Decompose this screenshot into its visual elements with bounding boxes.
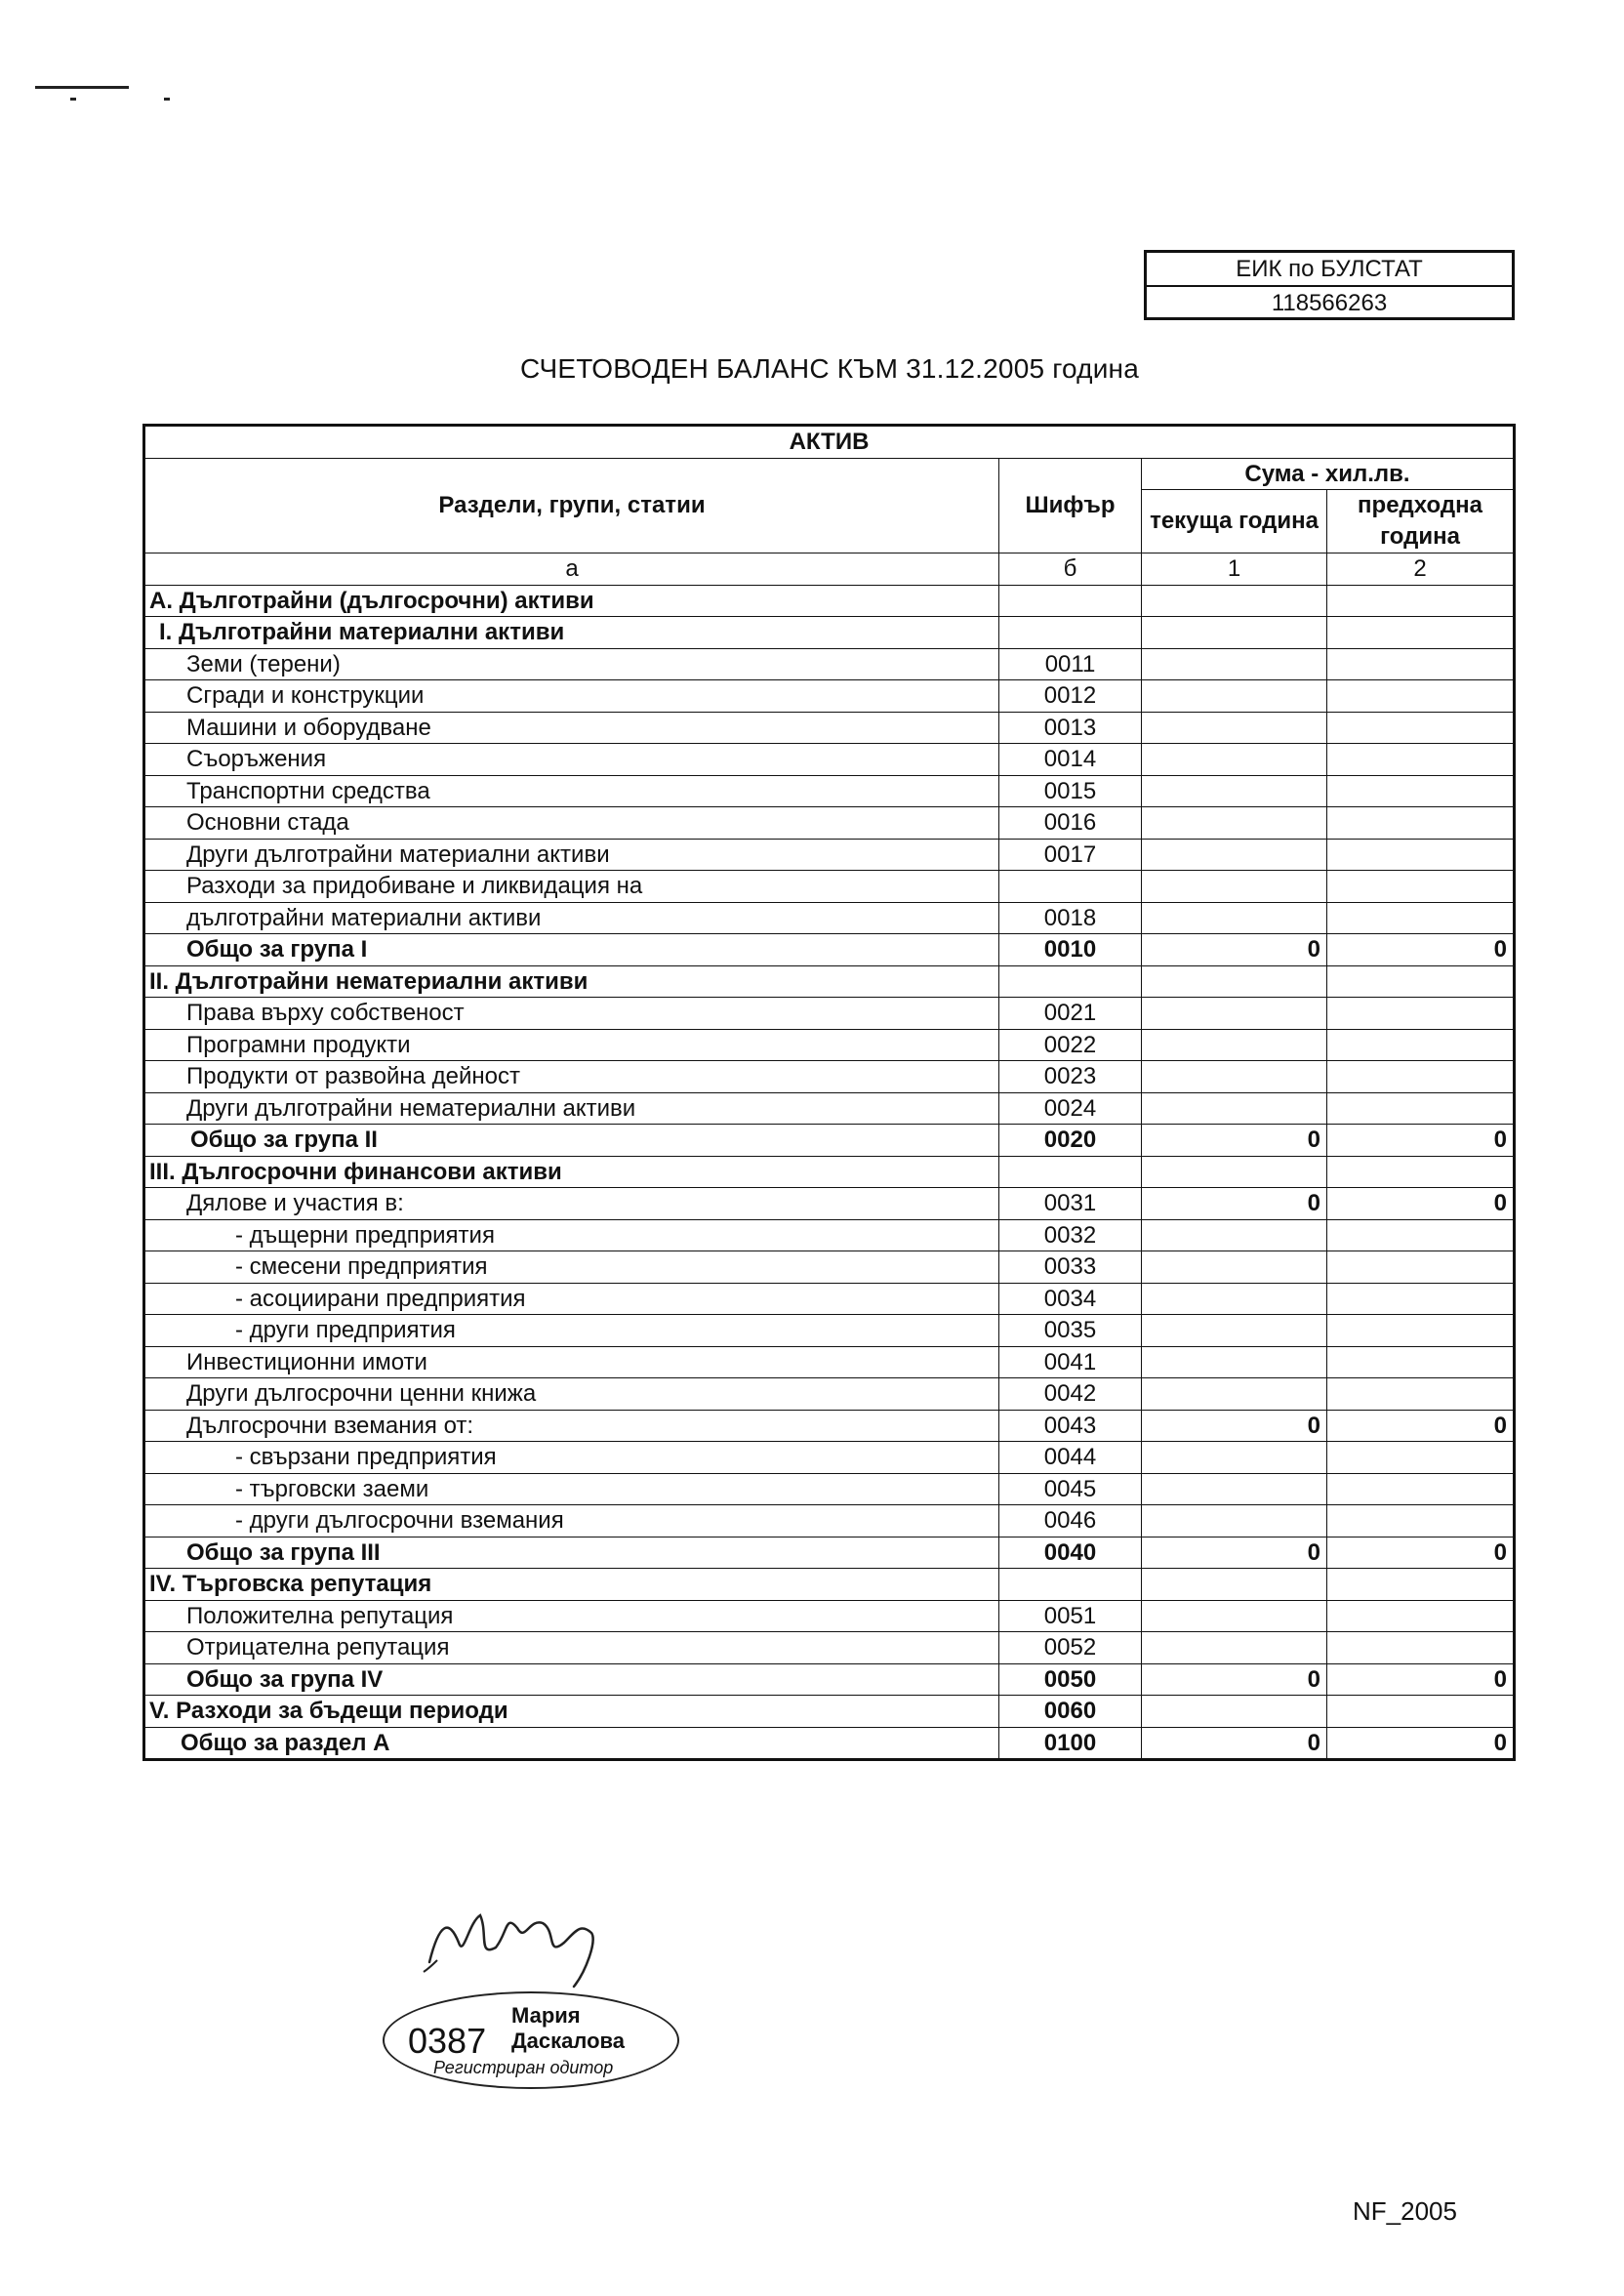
table-row [144, 712, 1515, 744]
column-header-sum: Сума - хил.лв. [1142, 458, 1515, 490]
row-current: 0 [1142, 934, 1327, 966]
table-row [144, 1251, 1515, 1284]
table-row [144, 1696, 1515, 1728]
row-code [999, 965, 1142, 998]
table-row [144, 839, 1515, 871]
table-row [144, 680, 1515, 713]
row-previous [1327, 1378, 1515, 1411]
row-previous [1327, 1251, 1515, 1284]
table-row [144, 1600, 1515, 1632]
row-code: 0060 [999, 1696, 1142, 1728]
table-row [144, 1029, 1515, 1061]
table-row [144, 1505, 1515, 1538]
table-row [144, 617, 1515, 649]
row-previous [1327, 1600, 1515, 1632]
row-code: 0033 [999, 1251, 1142, 1284]
table-row [144, 1537, 1515, 1569]
row-current [1142, 902, 1327, 934]
row-name: Съоръжения [144, 744, 999, 776]
row-code: 0020 [999, 1125, 1142, 1157]
row-name: III. Дългосрочни финансови активи [144, 1156, 999, 1188]
row-name: Дългосрочни вземания от: [144, 1410, 999, 1442]
row-current [1142, 1061, 1327, 1093]
row-previous [1327, 965, 1515, 998]
row-previous [1327, 1696, 1515, 1728]
row-code: 0018 [999, 902, 1142, 934]
row-previous [1327, 839, 1515, 871]
row-previous [1327, 1219, 1515, 1251]
column-header-name: Раздели, групи, статии [144, 458, 999, 554]
row-code: 0052 [999, 1632, 1142, 1664]
row-code: 0015 [999, 775, 1142, 807]
row-name: Отрицателна репутация [144, 1632, 999, 1664]
row-code: 0046 [999, 1505, 1142, 1538]
row-name: Права върху собственост [144, 998, 999, 1030]
row-code: 0011 [999, 648, 1142, 680]
table-row [144, 1219, 1515, 1251]
row-code: 0100 [999, 1727, 1142, 1760]
row-name: Земи (терени) [144, 648, 999, 680]
table-row [144, 1125, 1515, 1157]
stamp-role: Регистриран одитор [433, 2058, 614, 2077]
row-current: 0 [1142, 1125, 1327, 1157]
table-row [144, 1092, 1515, 1125]
row-current [1142, 839, 1327, 871]
row-previous: 0 [1327, 1125, 1515, 1157]
row-current [1142, 1696, 1327, 1728]
row-previous [1327, 1092, 1515, 1125]
row-code: 0016 [999, 807, 1142, 840]
eik-box [1144, 250, 1515, 320]
index-name: а [144, 554, 999, 586]
table-row [144, 1378, 1515, 1411]
row-code: 0032 [999, 1219, 1142, 1251]
document-title: СЧЕТОВОДЕН БАЛАНС КЪМ 31.12.2005 година [520, 353, 1139, 384]
row-name: Дялове и участия в: [144, 1188, 999, 1220]
row-code [999, 1569, 1142, 1601]
row-current [1142, 585, 1327, 617]
row-code: 0014 [999, 744, 1142, 776]
row-current [1142, 1600, 1327, 1632]
row-current: 0 [1142, 1410, 1327, 1442]
row-name: IV. Търговска репутация [144, 1569, 999, 1601]
row-name: - други дългосрочни вземания [144, 1505, 999, 1538]
row-current: 0 [1142, 1663, 1327, 1696]
table-row [144, 1569, 1515, 1601]
row-name: - дъщерни предприятия [144, 1219, 999, 1251]
row-code: 0012 [999, 680, 1142, 713]
row-current [1142, 617, 1327, 649]
row-previous: 0 [1327, 1727, 1515, 1760]
row-current [1142, 1283, 1327, 1315]
row-current [1142, 1378, 1327, 1411]
table-row [144, 1283, 1515, 1315]
row-current [1142, 871, 1327, 903]
row-current [1142, 1156, 1327, 1188]
table-row [144, 585, 1515, 617]
signature-image [420, 1904, 634, 1991]
row-code: 0045 [999, 1473, 1142, 1505]
row-current [1142, 1569, 1327, 1601]
table-row [144, 1156, 1515, 1188]
row-name: Машини и оборудване [144, 712, 999, 744]
row-current [1142, 1092, 1327, 1125]
row-name: - асоциирани предприятия [144, 1283, 999, 1315]
row-name: Положителна репутация [144, 1600, 999, 1632]
row-current [1142, 1251, 1327, 1284]
row-code: 0034 [999, 1283, 1142, 1315]
table-row [144, 1188, 1515, 1220]
row-current: 0 [1142, 1188, 1327, 1220]
row-previous [1327, 1315, 1515, 1347]
column-header-current: текуща година [1142, 490, 1327, 554]
table-row [144, 1410, 1515, 1442]
row-code: 0044 [999, 1442, 1142, 1474]
row-code: 0013 [999, 712, 1142, 744]
row-code [999, 1156, 1142, 1188]
row-current [1142, 1473, 1327, 1505]
table-row [144, 934, 1515, 966]
row-name: - търговски заеми [144, 1473, 999, 1505]
row-previous: 0 [1327, 1663, 1515, 1696]
row-previous [1327, 680, 1515, 713]
row-name: - смесени предприятия [144, 1251, 999, 1284]
row-current [1142, 1029, 1327, 1061]
table-row [144, 744, 1515, 776]
row-current [1142, 1219, 1327, 1251]
row-code: 0042 [999, 1378, 1142, 1411]
row-previous [1327, 1442, 1515, 1474]
row-previous [1327, 1473, 1515, 1505]
table-row [144, 1473, 1515, 1505]
row-name: Сгради и конструкции [144, 680, 999, 713]
table-row [144, 807, 1515, 840]
stamp-name-line2: Даскалова [511, 2029, 625, 2053]
row-name: дълготрайни материални активи [144, 902, 999, 934]
row-previous [1327, 1061, 1515, 1093]
row-previous [1327, 617, 1515, 649]
row-previous [1327, 775, 1515, 807]
row-name: Общо за група IV [144, 1663, 999, 1696]
row-previous [1327, 1505, 1515, 1538]
balance-table [142, 424, 1516, 1761]
row-current [1142, 1315, 1327, 1347]
footer-code: NF_2005 [1353, 2196, 1457, 2226]
eik-value: 118566263 [1271, 290, 1388, 316]
row-previous [1327, 585, 1515, 617]
row-name: Основни стада [144, 807, 999, 840]
row-name: Транспортни средства [144, 775, 999, 807]
row-current [1142, 1632, 1327, 1664]
row-previous: 0 [1327, 934, 1515, 966]
row-previous [1327, 1569, 1515, 1601]
row-current [1142, 680, 1327, 713]
row-current [1142, 1346, 1327, 1378]
row-previous [1327, 1156, 1515, 1188]
row-previous [1327, 902, 1515, 934]
table-row [144, 902, 1515, 934]
table-row [144, 965, 1515, 998]
row-current [1142, 712, 1327, 744]
stamp-name-line1: Мария [511, 2003, 581, 2028]
row-name: II. Дълготрайни нематериални активи [144, 965, 999, 998]
row-current [1142, 965, 1327, 998]
table-row [144, 1315, 1515, 1347]
table-row [144, 775, 1515, 807]
row-code: 0024 [999, 1092, 1142, 1125]
column-header-previous: предходна година [1327, 490, 1515, 554]
row-name: - други предприятия [144, 1315, 999, 1347]
row-name: I. Дълготрайни материални активи [144, 617, 999, 649]
row-previous: 0 [1327, 1537, 1515, 1569]
row-previous [1327, 1283, 1515, 1315]
row-name: Инвестиционни имоти [144, 1346, 999, 1378]
row-name: Други дълготрайни материални активи [144, 839, 999, 871]
index-code: б [999, 554, 1142, 586]
row-previous [1327, 871, 1515, 903]
row-name: Общо за група III [144, 1537, 999, 1569]
stamp-number: 0387 [408, 2021, 487, 2061]
row-name: Общо за раздел А [144, 1727, 999, 1760]
row-code: 0021 [999, 998, 1142, 1030]
row-previous: 0 [1327, 1188, 1515, 1220]
row-previous [1327, 998, 1515, 1030]
row-code: 0017 [999, 839, 1142, 871]
row-code: 0040 [999, 1537, 1142, 1569]
table-row [144, 1061, 1515, 1093]
index-previous: 2 [1327, 554, 1515, 586]
table-row [144, 1663, 1515, 1696]
section-header: АКТИВ [144, 426, 1515, 459]
row-name: V. Разходи за бъдещи периоди [144, 1696, 999, 1728]
table-row [144, 1442, 1515, 1474]
row-name: Разходи за придобиване и ликвидация на [144, 871, 999, 903]
row-code: 0023 [999, 1061, 1142, 1093]
row-previous [1327, 1029, 1515, 1061]
row-code: 0031 [999, 1188, 1142, 1220]
table-row [144, 1632, 1515, 1664]
row-code: 0043 [999, 1410, 1142, 1442]
row-previous: 0 [1327, 1410, 1515, 1442]
row-current [1142, 1442, 1327, 1474]
row-previous [1327, 648, 1515, 680]
row-code: 0041 [999, 1346, 1142, 1378]
row-current [1142, 807, 1327, 840]
column-header-code: Шифър [999, 458, 1142, 554]
row-code [999, 585, 1142, 617]
row-code: 0050 [999, 1663, 1142, 1696]
row-current [1142, 1505, 1327, 1538]
row-current: 0 [1142, 1727, 1327, 1760]
row-name: - свързани предприятия [144, 1442, 999, 1474]
row-name: Общо за група I [144, 934, 999, 966]
table-row [144, 871, 1515, 903]
row-previous [1327, 744, 1515, 776]
row-name: Други дългосрочни ценни книжа [144, 1378, 999, 1411]
row-code: 0010 [999, 934, 1142, 966]
row-current [1142, 775, 1327, 807]
table-row [144, 998, 1515, 1030]
row-current [1142, 648, 1327, 680]
row-current [1142, 744, 1327, 776]
row-name: Продукти от развойна дейност [144, 1061, 999, 1093]
index-current: 1 [1142, 554, 1327, 586]
eik-label: ЕИК по БУЛСТАТ [1147, 253, 1512, 287]
stamp-name [511, 2003, 625, 2054]
row-code: 0022 [999, 1029, 1142, 1061]
row-code: 0035 [999, 1315, 1142, 1347]
table-row [144, 1727, 1515, 1760]
row-code: 0051 [999, 1600, 1142, 1632]
row-previous [1327, 712, 1515, 744]
auditor-stamp [383, 1991, 679, 2089]
row-previous [1327, 1632, 1515, 1664]
row-name: Други дълготрайни нематериални активи [144, 1092, 999, 1125]
row-current: 0 [1142, 1537, 1327, 1569]
table-row [144, 648, 1515, 680]
row-code [999, 871, 1142, 903]
row-name: Общо за група II [144, 1125, 999, 1157]
row-name: А. Дълготрайни (дългосрочни) активи [144, 585, 999, 617]
table-row [144, 1346, 1515, 1378]
row-previous [1327, 1346, 1515, 1378]
row-current [1142, 998, 1327, 1030]
row-previous [1327, 807, 1515, 840]
row-code [999, 617, 1142, 649]
row-name: Програмни продукти [144, 1029, 999, 1061]
